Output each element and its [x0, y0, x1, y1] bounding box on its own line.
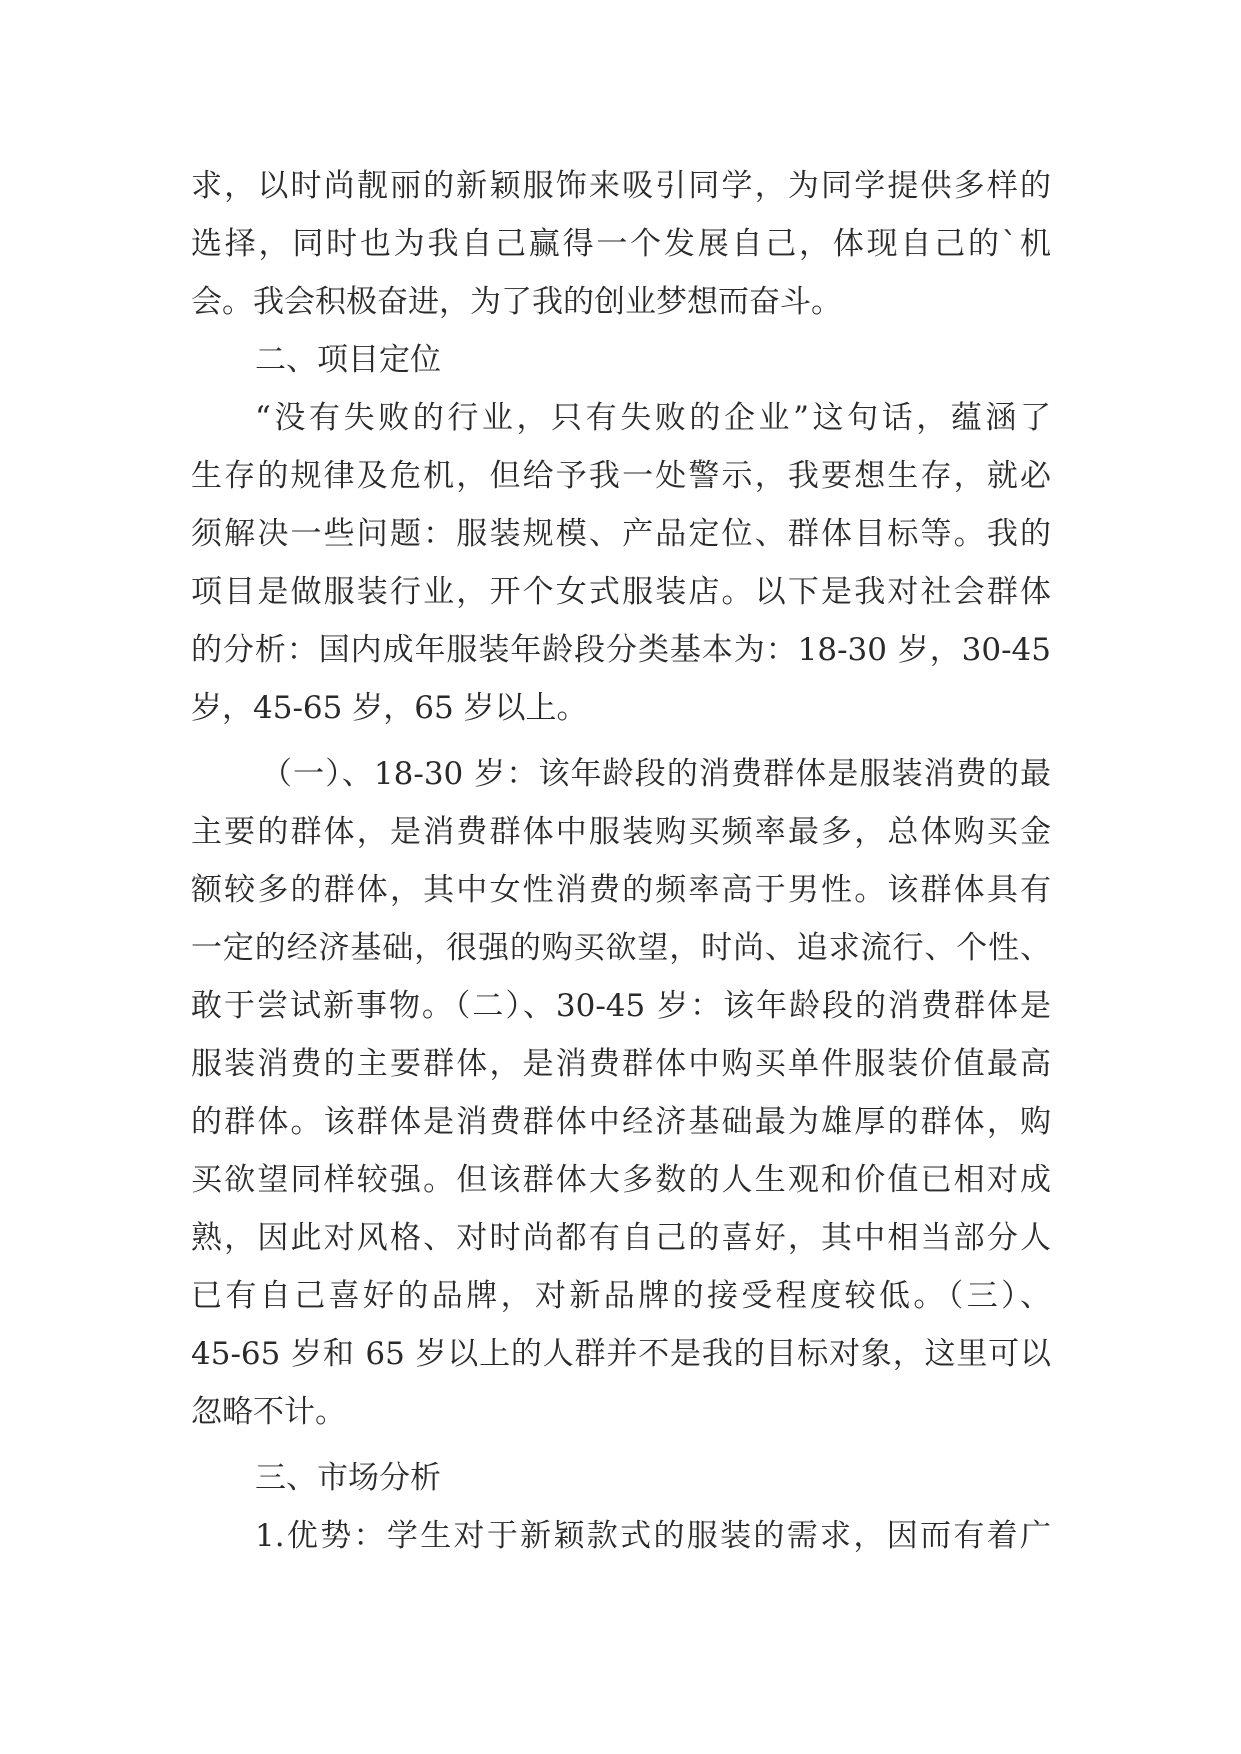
paragraph-line: 买欲望同样较强。但该群体大多数的人生观和价值已相对成: [191, 1162, 1051, 1198]
paragraph-line: 服装消费的主要群体，是消费群体中购买单件服装价值最高: [191, 1046, 1051, 1082]
section-heading-market-analysis: 三、市场分析: [255, 1460, 441, 1496]
paragraph-line: 会。我会积极奋进，为了我的创业梦想而奋斗。: [191, 284, 842, 320]
paragraph-line: 须解决一些问题：服装规模、产品定位、群体目标等。我的: [191, 516, 1051, 552]
paragraph-line: 1.优势：学生对于新颖款式的服装的需求，因而有着广: [255, 1518, 1051, 1554]
paragraph-line: 熟，因此对风格、对时尚都有自己的喜好，其中相当部分人: [191, 1220, 1051, 1256]
section-heading-project-positioning: 二、项目定位: [255, 342, 441, 378]
paragraph-line: 选择，同时也为我自己赢得一个发展自己，体现自己的`机: [191, 226, 1051, 262]
paragraph-line: 主要的群体，是消费群体中服装购买频率最多，总体购买金: [191, 814, 1051, 850]
paragraph-line: （一）、18-30 岁：该年龄段的消费群体是服装消费的最: [261, 756, 1051, 792]
paragraph-line: 一定的经济基础，很强的购买欲望，时尚、追求流行、个性、: [191, 930, 1051, 966]
paragraph-line: 的群体。该群体是消费群体中经济基础最为雄厚的群体，购: [191, 1104, 1051, 1140]
paragraph-line: 求，以时尚靓丽的新颖服饰来吸引同学，为同学提供多样的: [191, 168, 1051, 204]
paragraph-line: 已有自己喜好的品牌，对新品牌的接受程度较低。（三）、: [191, 1278, 1051, 1314]
paragraph-line: 项目是做服装行业，开个女式服装店。以下是我对社会群体: [191, 574, 1051, 610]
paragraph-line: 额较多的群体，其中女性消费的频率高于男性。该群体具有: [191, 872, 1051, 908]
paragraph-line: 的分析：国内成年服装年龄段分类基本为：18-30 岁，30-45: [191, 632, 1051, 668]
paragraph-line: 45-65 岁和 65 岁以上的人群并不是我的目标对象，这里可以: [191, 1336, 1051, 1372]
paragraph-line: 岁，45-65 岁，65 岁以上。: [191, 690, 588, 726]
paragraph-line: “没有失败的行业，只有失败的企业”这句话，蕴涵了: [255, 400, 1051, 436]
paragraph-line: 生存的规律及危机，但给予我一处警示，我要想生存，就必: [191, 458, 1051, 494]
document-body: [191, 157, 1051, 1565]
paragraph-line: 忽略不计。: [191, 1394, 346, 1430]
paragraph-line: 敢于尝试新事物。（二）、30-45 岁：该年龄段的消费群体是: [191, 988, 1051, 1024]
